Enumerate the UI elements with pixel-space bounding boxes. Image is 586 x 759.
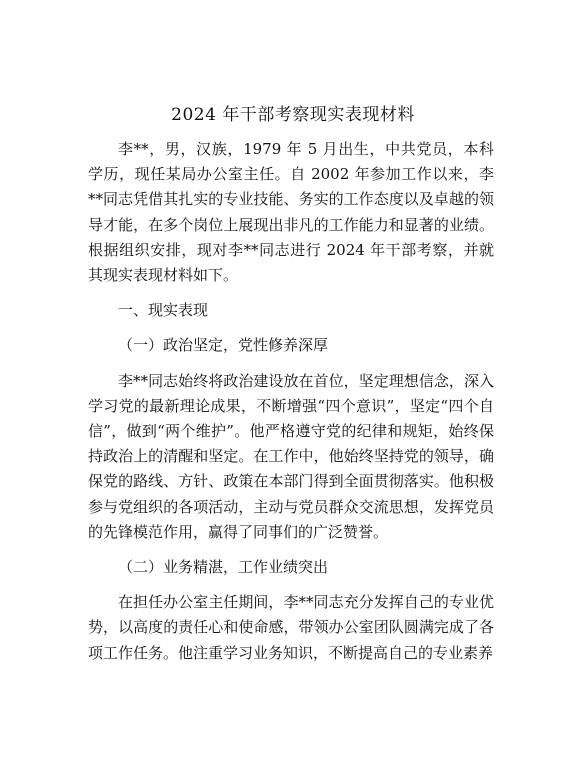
subsection-heading-political: （一）政治坚定，党性修养深厚: [118, 336, 329, 355]
section-heading-performance: 一、现实表现: [118, 301, 209, 320]
intro-paragraph: 李**，男，汉族，1979 年 5 月出生，中共党员，本科学历，现任某局办公室主任。自 2002 年参加工作以来，李**同志凭借其扎实的专业技能、务实的工作态度以及卓越的领导才能，在多个岗位上展现出非凡的工作能力和显著的业绩。根据组织安排，现对李**同志进行 2024 年干部考察，并就其现实表现材料如下。: [88, 140, 494, 285]
political-paragraph: 李**同志始终将政治建设放在首位，坚定理想信念，深入学习党的最新理论成果，不断增强“四个意识”，坚定“四个自信”，做到“两个维护”。他严格遵守党的纪律和规矩，始终保持政治上的清醒和坚定。在工作中，他始终坚持党的领导，确保党的路线、方针、政策在本部门得到全面贯彻落实。他积极参与党组织的各项活动，主动与党员群众交流思想，发挥党员的先锋模范作用，赢得了同事们的广泛赞誉。: [88, 371, 494, 541]
business-paragraph: 在担任办公室主任期间，李**同志充分发挥自己的专业优势，以高度的责任心和使命感，带领办公室团队圆满完成了各项工作任务。他注重学习业务知识，不断提高自己的专业素养: [88, 593, 494, 662]
document-body: [88, 137, 494, 676]
document-title: 2024 年干部考察现实表现材料: [171, 105, 415, 125]
subsection-heading-business: （二）业务精湛，工作业绩突出: [118, 558, 329, 577]
